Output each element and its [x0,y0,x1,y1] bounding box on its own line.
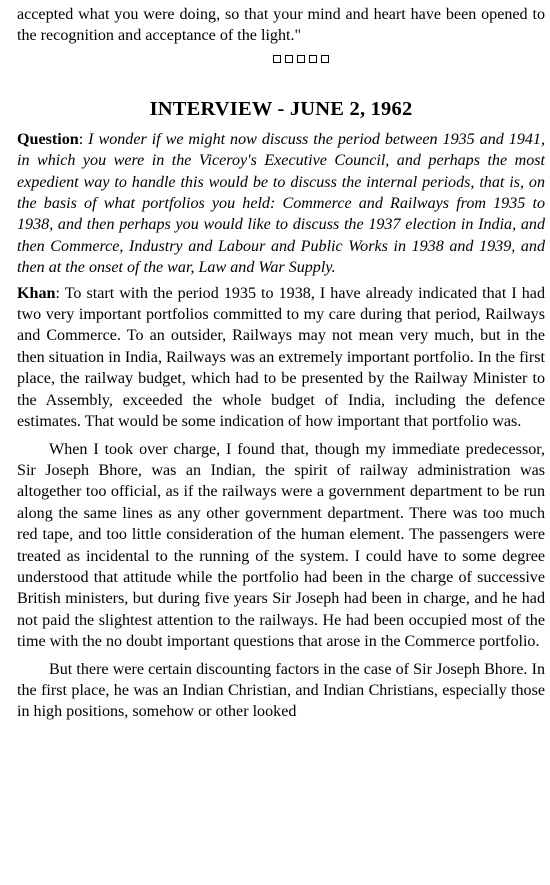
section-heading: INTERVIEW - JUNE 2, 1962 [149,97,413,120]
question-text: I wonder if we might now discuss the period between 1935 and 1941, in which you were in the Viceroy's Executive Council, and perhaps the most expedient way to handle this would be to discuss the internal periods, that is, on the basis of what portfolios you held: Commerce and Railways from 1935 to 1938, and then perhaps you would like to discuss the 1937 election in India, and then Commerce, Industry and Labour and Public Works in 1938 and 1939, and then at the onset of the war, Law and War Supply. [17,130,545,277]
divider-box [285,55,293,63]
body-paragraph-2: When I took over charge, I found that, though my immediate predecessor, Sir Joseph Bhore, was an Indian, the spirit of railway administration was altogether too official, as if the railways were a government department to be run along the same lines as any other government department. There was too much red tape, and too little consideration of the human element. The passengers were treated as incidental to the running of the system. I could have to some degree understood that attitude while the portfolio had been in the charge of successive British ministers, but during five years Sir Joseph had been in charge, and he had not paid the slightest attention to the railways. He had been occupied most of the time with the no doubt important questions that arose in the Commerce portfolio. [17,440,545,651]
answer-label: Khan [17,284,56,302]
section-divider [57,51,545,67]
question-paragraph [17,129,545,279]
question-separator: : [78,130,84,148]
divider-box [321,55,329,63]
intro-paragraph: accepted what you were doing, so that your mind and heart have been opened to the recognition and acceptance of the light." [17,6,545,45]
divider-box [309,55,317,63]
answer-separator: : [55,284,60,302]
divider-box [273,55,281,63]
question-label: Question [17,130,79,148]
document-page [17,4,545,729]
body-paragraph-3: But there were certain discounting factors in the case of Sir Joseph Bhore. In the first place, he was an Indian Christian, and Indian Christians, especially those in high positions, somehow or other looked [17,660,545,721]
answer-text: To start with the period 1935 to 1938, I have already indicated that I had two very important portfolios committed to my care during that period, Railways and Commerce. To an outsider, Railways may not mean very much, but in the then situation in India, Railways was an extremely important portfolio. In the first place, the railway budget, which had to be presented by the Railway Minister to the Assembly, exceeded the whole budget of India, including the defence estimates. That would be some indication of how important that portfolio was. [17,284,545,431]
divider-box [297,55,305,63]
answer-paragraph [17,283,545,433]
